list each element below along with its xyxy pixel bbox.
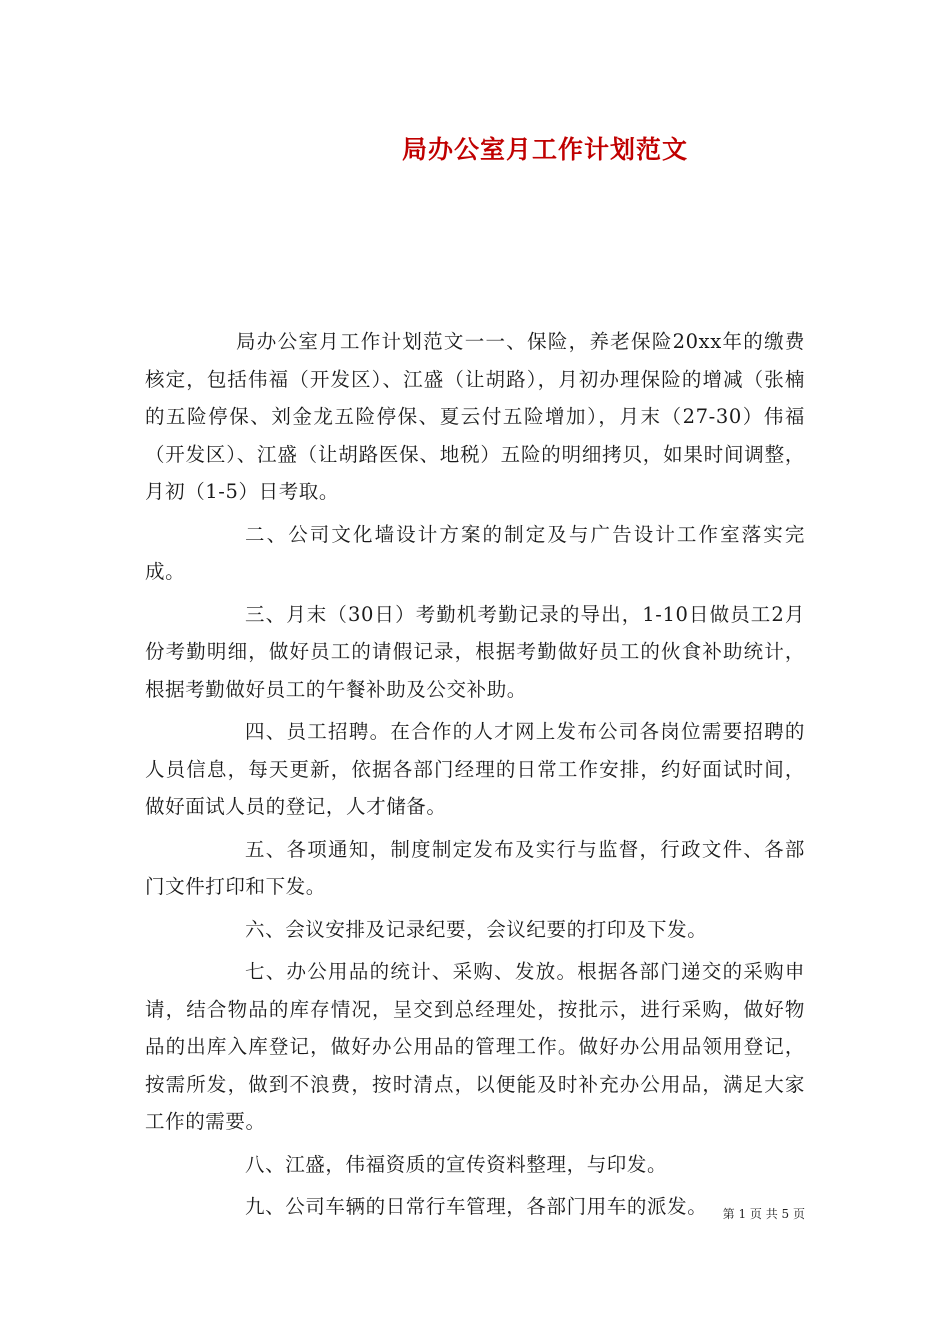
paragraph-2: 二、公司文化墙设计方案的制定及与广告设计工作室落实完成。: [145, 522, 805, 583]
paragraph-6: 六、会议安排及记录纪要，会议纪要的打印及下发。: [245, 917, 708, 941]
paragraph-3: 三、月末（30日）考勤机考勤记录的导出，1-10日做员工2月份考勤明细，做好员工的请假记录，根据考勤做好员工的伙食补助统计，根据考勤做好员工的午餐补助及公交补助。: [145, 602, 805, 701]
paragraph-8: 八、江盛，伟福资质的宣传资料整理，与印发。: [245, 1152, 668, 1176]
paragraph-5: 五、各项通知，制度制定发布及实行与监督，行政文件、各部门文件打印和下发。: [145, 837, 805, 898]
document-body: [145, 323, 805, 1226]
paragraph-4: 四、员工招聘。在合作的人才网上发布公司各岗位需要招聘的人员信息，每天更新，依据各部门经理的日常工作安排，约好面试时间，做好面试人员的登记，人才储备。: [145, 720, 805, 818]
paragraph-9: 九、公司车辆的日常行车管理，各部门用车的派发。: [245, 1195, 708, 1218]
document-title: 局办公室月工作计划范文: [401, 135, 688, 164]
page-number-footer: 第 1 页 共 5 页: [722, 1207, 805, 1221]
paragraph-1: 局办公室月工作计划范文一一、保险，养老保险20xx年的缴费核定，包括伟福（开发区）、江盛（让胡路），月初办理保险的增减（张楠的五险停保、刘金龙五险停保、夏云付五险增加），月末（27-30）伟福（开发区）、江盛（让胡路医保、地税）五险的明细拷贝，如果时间调整，月初（1-5）日考取。: [145, 330, 805, 503]
paragraph-7: 七、办公用品的统计、采购、发放。根据各部门递交的采购申请，结合物品的库存情况，呈交到总经理处，按批示，进行采购，做好物品的出库入库登记，做好办公用品的管理工作。做好办公用品领用登记，按需所发，做到不浪费，按时清点，以便能及时补充办公用品，满足大家工作的需要。: [145, 960, 805, 1133]
